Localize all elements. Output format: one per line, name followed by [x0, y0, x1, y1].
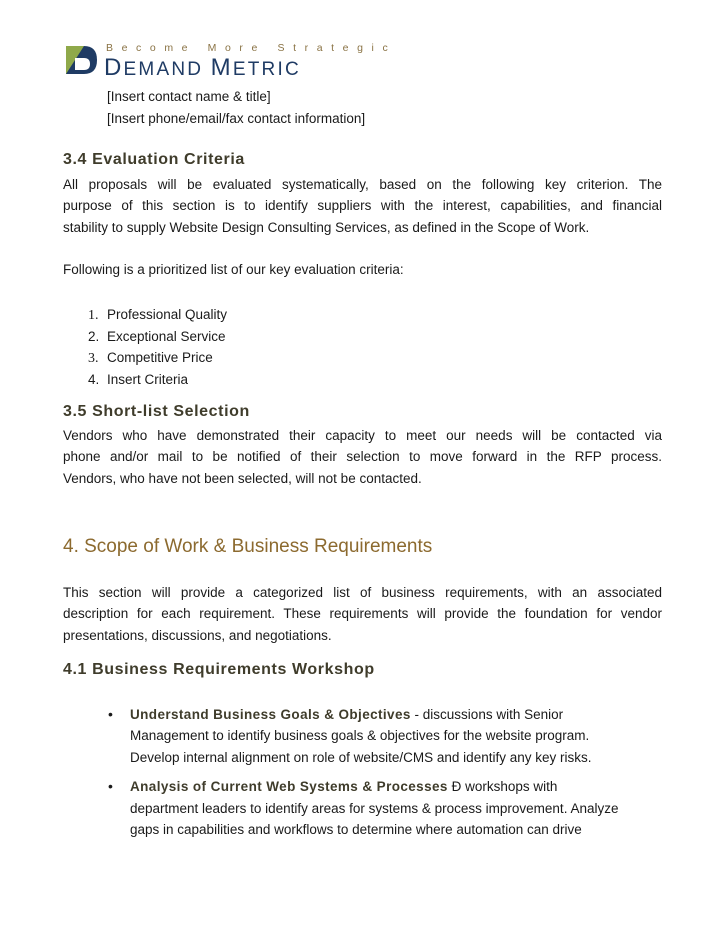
list-item [88, 304, 227, 326]
bullet-line: Develop internal alignment on role of website/CMS and identify any key risks. [130, 749, 592, 765]
bullet-first-line [130, 704, 668, 725]
evaluation-criteria-paragraph [63, 174, 662, 238]
list-item [88, 347, 227, 369]
list-item-text: Competitive Price [107, 350, 213, 365]
criteria-list-intro: Following is a prioritized list of our key evaluation criteria: [63, 262, 404, 277]
bullet-first-line [130, 776, 668, 797]
list-item [108, 776, 668, 840]
paragraph-line: This section will provide a categorized list of business requirements, with an associated [63, 585, 662, 600]
workshop-bullet-list [108, 704, 668, 840]
contact-name-placeholder: [Insert contact name & title] [107, 89, 271, 104]
bullet-line: gaps in capabilities and workflows to determine where automation can drive [130, 822, 582, 838]
paragraph-line: All proposals will be evaluated systematically, based on the following key criterion. The [63, 177, 662, 192]
logo-mark-icon [64, 42, 100, 78]
paragraph-line: purpose of this section is to identify suppliers with the interest, capabilities, and financial [63, 198, 662, 214]
short-list-paragraph [63, 425, 662, 489]
heading-scope-of-work: 4. Scope of Work & Business Requirements [63, 536, 433, 557]
heading-business-requirements-workshop: 4.1 Business Requirements Workshop [63, 661, 375, 678]
logo-tagline: Become More Strategic [106, 42, 397, 54]
paragraph-line: description for each requirement. These requirements will provide the foundation for vendor [63, 606, 662, 622]
contact-info-placeholder: [Insert phone/email/fax contact information] [107, 111, 366, 126]
bullet-title: Analysis of Current Web Systems & Processes [130, 779, 448, 795]
bullet-icon: • [108, 706, 113, 722]
bullet-line: department leaders to identify areas for systems & process improvement. Analyze [130, 800, 619, 816]
list-number: 4. [88, 371, 100, 387]
logo-brand-name: DEMAND METRIC [104, 54, 301, 81]
list-item [88, 326, 227, 348]
bullet-icon: • [108, 778, 113, 795]
heading-short-list-selection: 3.5 Short-list Selection [63, 403, 250, 420]
demand-metric-logo [64, 40, 397, 81]
bullet-first-rest: Ð workshops with [447, 779, 558, 795]
scope-of-work-paragraph [63, 582, 662, 646]
heading-evaluation-criteria: 3.4 Evaluation Criteria [63, 151, 245, 168]
list-item-text: Professional Quality [107, 307, 228, 322]
paragraph-line: Vendors, who have not been selected, will not be contacted. [63, 470, 422, 486]
paragraph-line: phone and/or mail to be notified of their selection to move forward in the RFP process. [63, 449, 662, 465]
list-number: 1. [88, 308, 99, 323]
bullet-title: Understand Business Goals & Objectives [130, 707, 411, 722]
bullet-first-rest: - discussions with Senior [410, 707, 564, 722]
list-number: 3. [88, 351, 99, 366]
paragraph-line: stability to supply Website Design Consulting Services, as defined in the Scope of Work. [63, 219, 590, 235]
evaluation-criteria-list [88, 304, 227, 390]
paragraph-line: Vendors who have demonstrated their capacity to meet our needs will be contacted via [63, 428, 662, 443]
list-item [88, 369, 227, 391]
list-number: 2. [88, 328, 100, 344]
paragraph-line: presentations, discussions, and negotiations. [63, 627, 332, 643]
list-item-text: Exceptional Service [107, 328, 226, 344]
list-item [108, 704, 668, 768]
bullet-line: Management to identify business goals & objectives for the website program. [130, 728, 590, 744]
list-item-text: Insert Criteria [107, 371, 189, 387]
